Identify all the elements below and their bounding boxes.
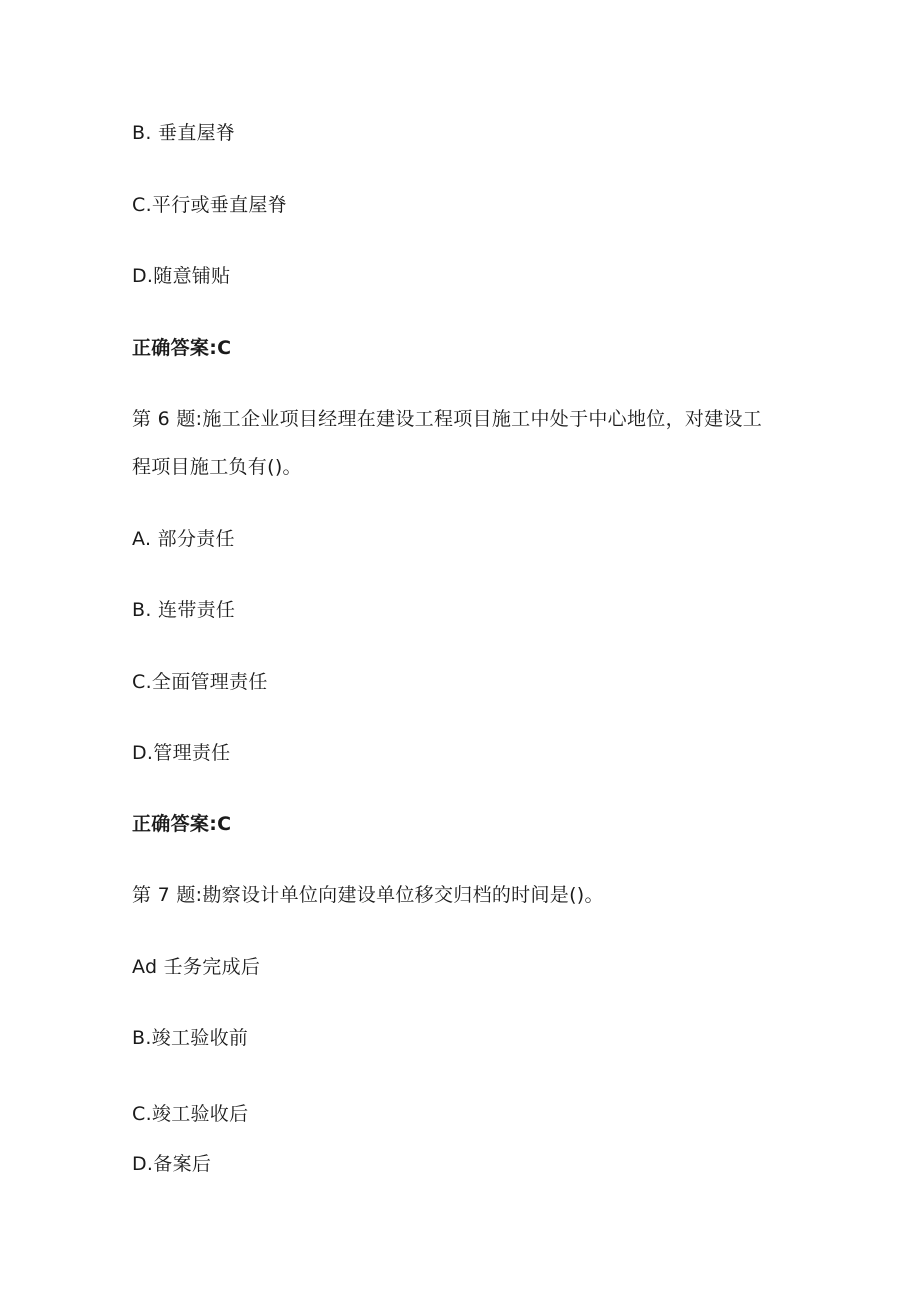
q6-option-c: C.全面管理责任 — [132, 671, 268, 693]
q5-option-c: C.平行或垂直屋脊 — [132, 194, 288, 216]
q7-option-b: B.竣工验收前 — [132, 1027, 249, 1049]
q6-option-a: A. 部分责任 — [132, 528, 235, 550]
q5-answer: 正确答案:C — [132, 337, 232, 359]
q6-answer: 正确答案:C — [132, 813, 232, 835]
q6-stem-line-1: 第 6 题:施工企业项目经理在建设工程项目施工中处于中心地位，对建设工 — [132, 408, 763, 430]
q7-option-c: C.竣工验收后 — [132, 1103, 249, 1125]
q7-option-d: D.备案后 — [132, 1153, 212, 1175]
q7-option-a: Ad 壬务完成后 — [132, 956, 261, 978]
q5-option-b: B. 垂直屋脊 — [132, 122, 236, 144]
q6-stem-line-2: 程项目施工负有()。 — [132, 456, 302, 478]
q6-option-b: B. 连带责任 — [132, 599, 236, 621]
q6-option-d: D.管理责任 — [132, 742, 231, 764]
q7-stem: 第 7 题:勘察设计单位向建设单位移交归档的时间是()。 — [132, 884, 604, 906]
q5-option-d: D.随意铺贴 — [132, 265, 231, 287]
